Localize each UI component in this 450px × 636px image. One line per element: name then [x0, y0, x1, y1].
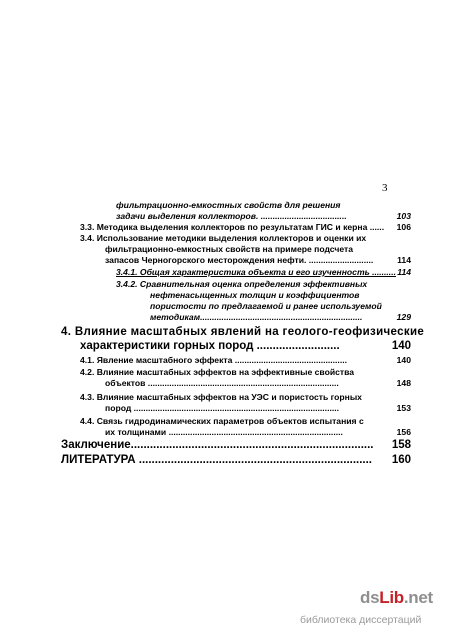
toc-text: объектов ................................................................................: [105, 378, 339, 388]
toc-page: 148: [396, 378, 411, 388]
toc-chapter-line: [61, 326, 424, 339]
toc-text: 4. Влияние масштабных явлений на геолого-геофизические: [61, 326, 425, 338]
toc-page: 156: [396, 427, 411, 437]
toc-line: [116, 267, 411, 277]
watermark-logo: [300, 588, 445, 632]
toc-text: задачи выделения коллекторов. ....................................: [116, 211, 347, 221]
toc-text: пористости по предлагаемой и ранее используемой: [150, 301, 382, 311]
toc-text: ЛИТЕРАТУРА .........................................................................: [61, 454, 372, 466]
toc-text: пород ......................................................................................: [105, 403, 340, 413]
toc-text: Заключение............................................................................: [61, 439, 374, 451]
toc-line: [150, 312, 411, 322]
toc-page: 160: [391, 454, 411, 466]
toc-line: [105, 378, 411, 388]
toc-page: 140: [391, 340, 411, 352]
toc-page: 129: [396, 312, 411, 322]
toc-chapter-line: [61, 454, 411, 467]
toc-line: [80, 233, 366, 243]
toc-page: 106: [396, 222, 411, 232]
toc-page: 103: [396, 211, 411, 221]
watermark-subtitle: библиотека диссертаций: [300, 614, 422, 626]
toc-text: 4.2. Влияние масштабных эффектов на эффективные свойства: [80, 367, 355, 377]
toc-line: [80, 222, 411, 232]
toc-page: 140: [396, 355, 411, 365]
toc-line: [150, 301, 382, 311]
toc-text: 4.1. Явление масштабного эффекта ...............................................: [80, 355, 347, 365]
toc-text: 3.4. Использование методики выделения коллекторов и оценки их: [80, 233, 367, 243]
page-number: 3: [382, 182, 388, 194]
toc-text: характеристики горных пород ..........................: [80, 340, 340, 352]
toc-page: 158: [391, 439, 411, 451]
toc-text: фильтрационно-емкостных свойств для решения: [116, 200, 341, 210]
toc-line: [80, 392, 362, 402]
toc-line: [105, 403, 411, 413]
toc-chapter-line: [61, 439, 411, 452]
toc-line: [80, 416, 364, 426]
toc-text: их толщинами .........................................................................: [105, 427, 343, 437]
toc-line: [116, 279, 367, 289]
toc-text: методикам....................................................................: [150, 312, 363, 322]
toc-text: 3.4.1. Общая характеристика объекта и его изученность ..........: [116, 267, 396, 277]
toc-line: [80, 367, 354, 377]
brand-part-ds: ds: [360, 588, 380, 607]
toc-text: 4.3. Влияние масштабных эффектов на УЭС и пористость горных: [80, 392, 362, 402]
toc-page: 114: [397, 255, 411, 265]
toc-text: запасов Черногорского месторождения нефти. ...........................: [105, 255, 374, 265]
toc-text: 3.3. Методика выделения коллекторов по результатам ГИС и керна ......: [80, 222, 385, 232]
toc-line: [105, 244, 353, 254]
toc-text: 3.4.2. Сравнительная оценка определения эффективных: [116, 279, 368, 289]
watermark-brand: [360, 588, 433, 608]
toc-page: 114: [397, 267, 411, 277]
toc-chapter-line: [80, 340, 411, 353]
brand-part-lib: Lib: [379, 588, 404, 607]
brand-part-net: .net: [403, 588, 433, 607]
toc-line: [116, 200, 340, 210]
toc-line: [105, 427, 411, 437]
toc-text: фильтрационно-емкостных свойств на примере подсчета: [105, 244, 354, 254]
toc-text: 4.4. Связь гидродинамических параметров объектов испытания с: [80, 416, 364, 426]
toc-page: 153: [396, 403, 411, 413]
toc-line: [116, 211, 411, 221]
toc-line: [105, 255, 411, 265]
toc-text: нефтенасыщенных толщин и коэффициентов: [150, 290, 360, 300]
toc-line: [150, 290, 360, 300]
toc-line: [80, 355, 411, 365]
